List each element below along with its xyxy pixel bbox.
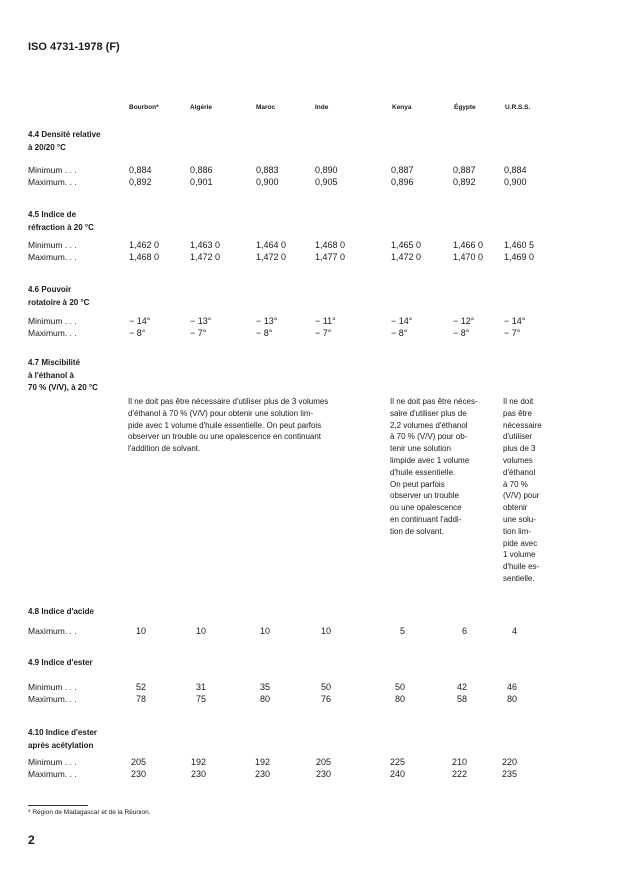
section-title: à 20/20 °C [28,142,66,152]
table-cell: − 12° [453,316,475,326]
table-cell: 192 [254,757,270,767]
table-cell: 0,884 [504,165,527,175]
miscibility-text-urss: (V/V) pour [503,491,540,501]
table-cell: 235 [501,769,517,779]
section-title: à l'éthanol à [28,370,74,380]
miscibility-text-general: d'éthanol à 70 % (V/V) pour obtenir une solution lim- [128,408,314,418]
table-cell: − 8° [391,328,408,338]
row-label: Maximum. . . [28,769,77,779]
table-cell: 1,470 0 [453,252,484,262]
miscibility-text-kenya-egypte: saire d'utiliser plus de [390,408,467,418]
row-label: Maximum. . . [28,328,77,338]
table-cell: 5 [399,626,405,636]
table-cell: − 8° [453,328,470,338]
section-title: 4.8 Indice d'acide [28,607,94,616]
table-cell: 0,887 [453,165,476,175]
miscibility-text-urss: 1 volume [503,550,536,560]
section-title: 4.4 Densité relative [28,130,101,139]
table-cell: 1,468 0 [315,240,346,250]
table-cell: 42 [456,682,467,692]
section-title: 4.5 Indice de [28,210,77,219]
table-cell: 1,462 0 [129,240,160,250]
column-header: Égypte [454,104,476,111]
table-cell: − 14° [129,316,151,326]
row-label: Minimum . . . [28,682,77,692]
table-cell: 225 [389,757,405,767]
table-cell: − 7° [315,328,332,338]
miscibility-text-urss: d'huile es- [503,562,540,572]
miscibility-text-kenya-egypte: d'huile essentielle. [390,467,456,477]
column-header: U.R.S.S. [505,104,531,111]
table-cell: 10 [320,626,331,636]
miscibility-text-urss: pas être [503,408,532,418]
miscibility-text-kenya-egypte: ou une opalescence [390,503,462,513]
table-cell: 0,886 [190,165,213,175]
table-cell: 240 [389,769,405,779]
table-cell: − 13° [190,316,212,326]
miscibility-text-kenya-egypte: à 70 % (V/V) pour ob- [390,432,468,442]
table-cell: − 7° [504,328,521,338]
miscibility-text-kenya-egypte: en continuant l'addi- [390,515,462,524]
miscibility-text-urss: sentielle. [503,574,535,583]
table-cell: 76 [320,694,331,704]
column-header: Maroc [256,104,276,111]
section-title: réfraction à 20 °C [28,222,94,232]
standard-header: ISO 4731-1978 (F) [28,41,120,53]
footnote-rule [28,805,88,806]
table-cell: 80 [506,694,517,704]
miscibility-text-urss: à 70 % [503,479,528,489]
table-cell: − 13° [256,316,278,326]
table-cell: 1,465 0 [391,240,422,250]
miscibility-text-urss: tion lim- [503,526,532,536]
miscibility-text-urss: Il ne doit [503,397,534,406]
table-cell: 0,884 [129,165,152,175]
miscibility-text-kenya-egypte: tion de solvant. [390,526,444,536]
miscibility-text-kenya-egypte: Il ne doit pas être néces- [390,397,478,406]
table-cell: 50 [320,682,331,692]
table-cell: 1,468 0 [129,252,160,262]
page-number: 2 [28,833,35,847]
row-label: Minimum . . . [28,240,77,250]
column-header: Algérie [190,104,213,111]
table-cell: 210 [451,757,467,767]
table-cell: 230 [130,769,146,779]
table-cell: 6 [461,626,467,636]
section-title: 4.10 Indice d'ester [28,728,98,737]
table-cell: 1,472 0 [256,252,287,262]
row-label: Maximum. . . [28,694,77,704]
table-cell: 230 [315,769,331,779]
column-header: Bourbon* [129,104,159,111]
table-cell: 10 [135,626,146,636]
table-cell: 50 [394,682,405,692]
table-cell: 75 [195,694,206,704]
miscibility-text-urss: obtenir [503,503,528,513]
table-cell: 0,892 [129,177,152,187]
miscibility-text-kenya-egypte: 2,2 volumes d'éthanol [390,420,468,430]
miscibility-text-kenya-egypte: limpide avec 1 volume [390,456,470,465]
row-label: Minimum . . . [28,165,77,175]
table-cell: 10 [259,626,270,636]
table-cell: − 11° [315,316,336,326]
miscibility-text-kenya-egypte: On peut parfois [390,479,445,489]
miscibility-text-urss: plus de 3 [503,444,536,454]
table-cell: 31 [195,682,206,692]
row-label: Minimum . . . [28,316,77,326]
table-cell: 10 [195,626,206,636]
table-cell: − 14° [504,316,526,326]
table-cell: 0,890 [315,165,338,175]
miscibility-text-general: l'addition de solvant. [128,444,201,454]
row-label: Maximum. . . [28,177,77,187]
table-cell: 205 [130,757,146,767]
table-cell: 1,463 0 [190,240,221,250]
section-title: 4.7 Miscibilité [28,358,81,367]
miscibility-text-urss: d'utiliser [503,432,533,442]
column-header: Kenya [392,104,412,111]
table-cell: 46 [506,682,517,692]
section-title: 70 % (V/V), à 20 °C [28,383,98,392]
table-cell: − 8° [129,328,146,338]
miscibility-text-urss: une solu- [503,515,536,524]
table-cell: 230 [190,769,206,779]
table-cell: 220 [501,757,517,767]
miscibility-text-kenya-egypte: tenir une solution [390,444,451,454]
section-title: 4.6 Pouvoir [28,285,72,294]
table-cell: 1,472 0 [190,252,221,262]
table-cell: 78 [135,694,146,704]
table-cell: 35 [259,682,270,692]
table-cell: 1,472 0 [391,252,422,262]
table-cell: 0,900 [504,177,527,187]
table-cell: 0,901 [190,177,213,187]
table-cell: 52 [135,682,146,692]
row-label: Minimum . . . [28,757,77,767]
miscibility-text-general: Il ne doit pas être nécessaire d'utiliser plus de 3 volumes [128,397,329,406]
row-label: Maximum. . . [28,252,77,262]
table-cell: − 8° [256,328,273,338]
table-cell: 80 [259,694,270,704]
table-cell: 0,900 [256,177,279,187]
table-cell: 0,887 [391,165,414,175]
miscibility-text-kenya-egypte: observer un trouble [390,491,459,501]
table-cell: 0,883 [256,165,279,175]
table-cell: 230 [254,769,270,779]
table-cell: 222 [451,769,467,779]
miscibility-text-urss: d'éthanol [503,467,536,477]
table-cell: 80 [394,694,405,704]
table-cell: − 14° [391,316,413,326]
table-cell: 1,460 5 [504,240,535,250]
miscibility-text-urss: volumes [503,456,533,465]
miscibility-text-urss: nécessaire [503,420,542,430]
miscibility-text-general: observer un trouble ou une opalescence en continuant [128,432,322,442]
section-title: après acétylation [28,740,94,750]
row-label: Maximum. . . [28,626,77,636]
table-cell: 205 [315,757,331,767]
table-cell: 0,896 [391,177,414,187]
section-title: rotatoire à 20 °C [28,297,90,307]
table-cell: 1,466 0 [453,240,484,250]
table-cell: 4 [511,626,517,636]
miscibility-text-general: pide avec 1 volume d'huile essentielle. On peut parfois [128,420,322,430]
table-cell: 58 [456,694,467,704]
footnote: * Région de Madagascar et de la Réunion. [28,809,151,816]
table-cell: 192 [190,757,206,767]
table-cell: 0,905 [315,177,338,187]
table-cell: − 7° [190,328,207,338]
table-cell: 0,892 [453,177,476,187]
column-header: Inde [315,104,329,111]
miscibility-text-urss: pide avec [503,538,538,548]
table-cell: 1,464 0 [256,240,287,250]
section-title: 4.9 Indice d'ester [28,658,93,667]
table-cell: 1,469 0 [504,252,535,262]
table-cell: 1,477 0 [315,252,346,262]
